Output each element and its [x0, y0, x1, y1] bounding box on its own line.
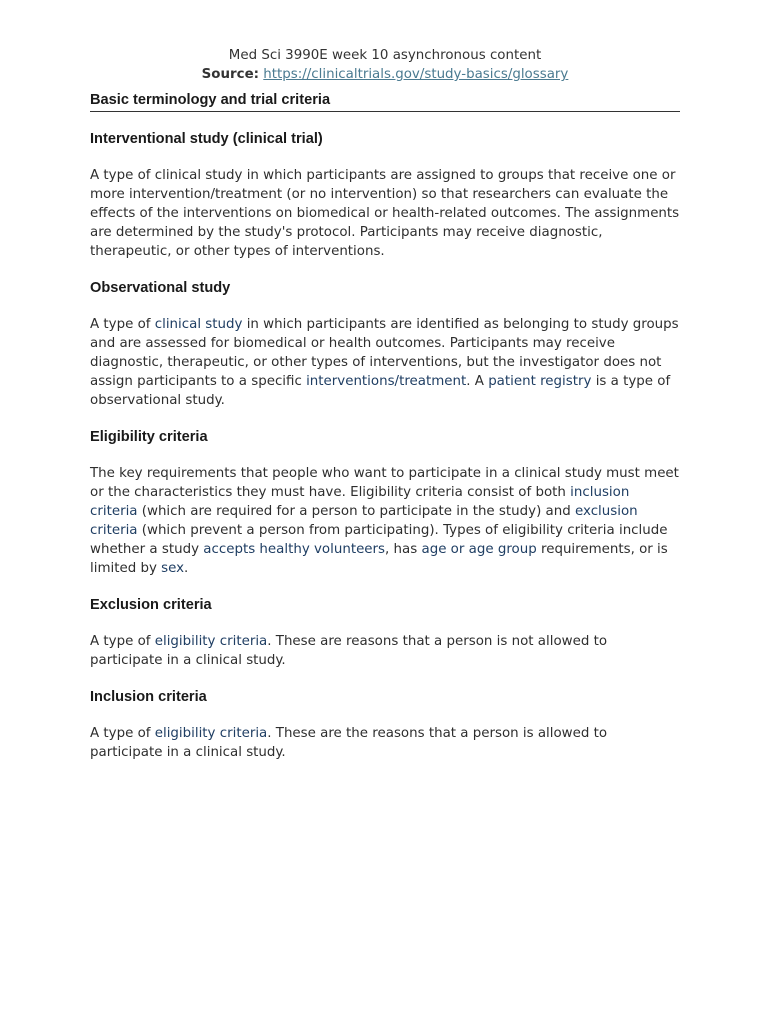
link-accepts-healthy-volunteers[interactable]: accepts healthy volunteers [203, 542, 386, 557]
source-line [90, 65, 680, 84]
heading-interventional-study: Interventional study (clinical trial) [90, 131, 323, 147]
link-sex[interactable]: sex [161, 561, 185, 576]
definition-interventional-study: A type of clinical study in which participants are assigned to groups that receive one or more intervention/treatment (or no intervention) so that researchers can evaluate the effects of the interventions on biomedical or health-related outcomes. The assignments are determined by the study's protocol. Participants may receive diagnostic, therapeutic, or other types of interventions. [90, 168, 680, 259]
definition-exclusion-criteria: A type of eligibility criteria. These are reasons that a person is not allowed to participate in a clinical study. [90, 634, 608, 668]
definition-observational-study: A type of clinical study in which participants are identified as belonging to study groups and are assessed for biomedical or health outcomes. Participants may receive diagnostic, therapeutic, or other types of interventions, but the investigator does not assign participants to a specific interventions/treatment. A patient registry is a type of observational study. [90, 317, 679, 408]
document-header [90, 46, 680, 84]
definition-eligibility-criteria: The key requirements that people who want to participate in a clinical study must meet or the characteristics they must have. Eligibility criteria consist of both inclusion criteria (which are required for a person to participate in the study) and exclusion criteria (which prevent a person from participating). Types of eligibility criteria include whether a study accepts healthy volunteers, has age or age group requirements, or is limited by sex. [90, 466, 679, 576]
heading-observational-study: Observational study [90, 280, 231, 296]
link-inclusion-criteria[interactable]: inclusion criteria [90, 485, 630, 519]
course-title: Med Sci 3990E week 10 asynchronous content [228, 48, 542, 63]
link-eligibility-criteria[interactable]: eligibility criteria [154, 726, 268, 741]
heading-exclusion-criteria: Exclusion criteria [90, 597, 212, 613]
link-age-or-age-group[interactable]: age or age group [421, 542, 537, 557]
definition-inclusion-criteria: A type of eligibility criteria. These are the reasons that a person is allowed to participate in a clinical study. [90, 726, 608, 760]
heading-inclusion-criteria: Inclusion criteria [90, 689, 207, 705]
link-clinical-study[interactable]: clinical study [154, 317, 243, 332]
link-eligibility-criteria[interactable]: eligibility criteria [154, 634, 268, 649]
source-link[interactable]: https://clinicaltrials.gov/study-basics/glossary [263, 67, 569, 82]
source-label: Source: [201, 67, 260, 82]
heading-eligibility-criteria: Eligibility criteria [90, 429, 208, 445]
link-exclusion-criteria[interactable]: exclusion criteria [90, 504, 638, 538]
section-title: Basic terminology and trial criteria [90, 92, 680, 112]
link-patient-registry[interactable]: patient registry [488, 374, 592, 389]
link-interventions-treatment[interactable]: interventions/treatment [306, 374, 467, 389]
